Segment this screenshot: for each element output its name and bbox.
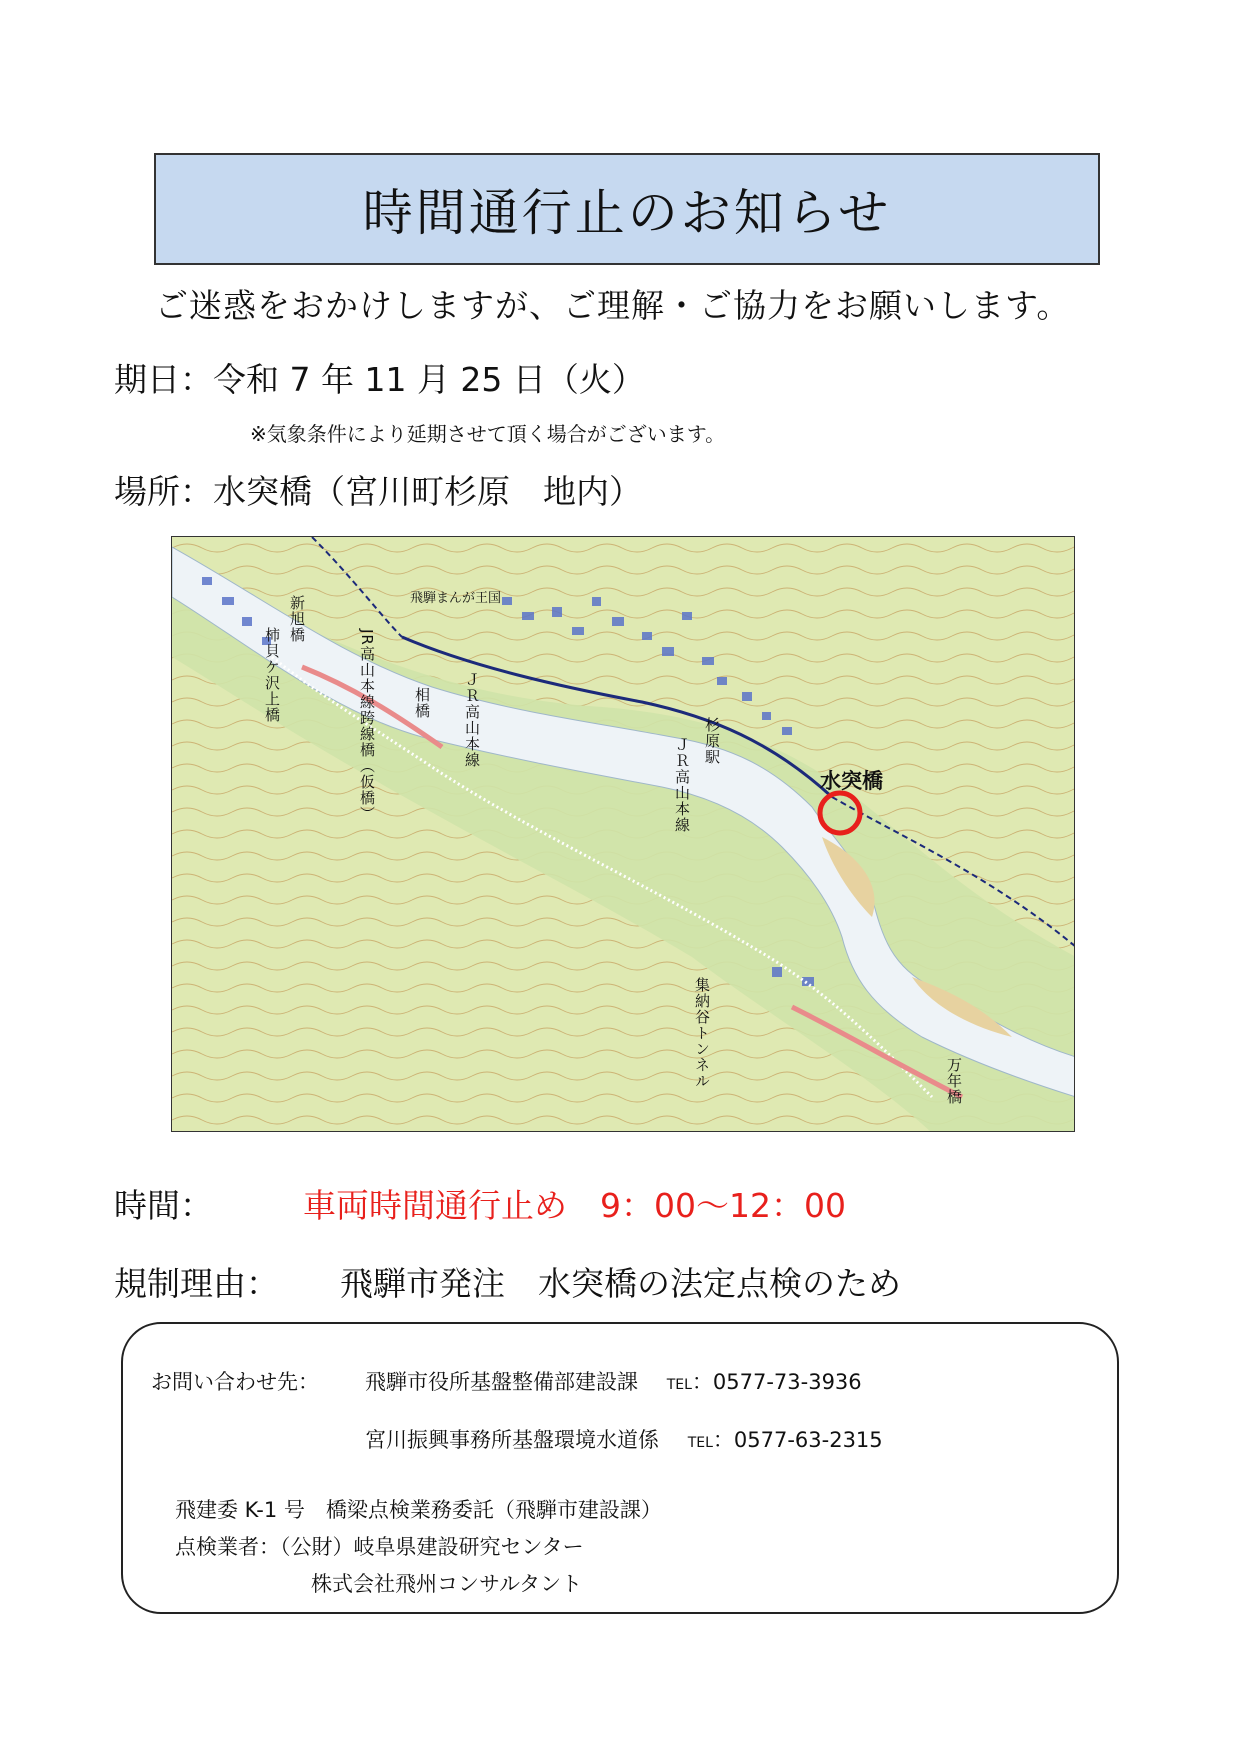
time-value: 車両時間通行止め 9：00～12：00 [303,1186,846,1225]
time-label: 時間： [114,1186,213,1225]
map-label-shinasahi: 新旭橋 [288,595,306,643]
tel-mark-1: TEL [666,1377,692,1393]
place-value: 水突橋（宮川町杉原 地内） [213,472,642,511]
contact-tel2: ：0577-63-2315 [712,1428,883,1452]
contact-org1-name: 飛騨市役所基盤整備部建設課 [365,1370,638,1394]
page-title: 時間通行止のお知らせ [362,184,892,242]
date-row [114,354,645,401]
date-label: 期日： [114,360,213,399]
contact-org1 [365,1366,862,1396]
map-label-jr-line2: ＪＲ高山本線 [673,737,691,833]
title-banner [154,153,1100,265]
contact-tel1: ：0577-73-3936 [691,1370,862,1394]
date-note: ※気象条件により延期させて頂く場合がございます。 [250,422,726,446]
contact-org2-name: 宮川振興事務所基盤環境水道係 [365,1428,659,1452]
contact-label: お問い合わせ先： [151,1370,319,1394]
place-row [114,466,642,513]
location-map [171,536,1075,1132]
map-label-jr-line1: ＪＲ高山本線 [463,672,481,768]
map-label-manga: 飛騨まんが王国 [410,591,502,606]
inspector-row [175,1531,584,1561]
map-label-hosohashi: 相橋 [413,687,431,719]
inspector-2: 株式会社飛州コンサルタント [311,1572,583,1596]
map-label-mizutsuki: 水突橋 [820,769,883,793]
map-label-kakizoe: 柿貝ケ沢上橋 [263,627,281,723]
map-label-mannen: 万年橋 [945,1057,963,1105]
time-row [114,1180,846,1227]
tel-mark-2: TEL [687,1435,713,1451]
contact-org2 [365,1424,883,1454]
reason-label: 規制理由： [114,1264,279,1303]
map-label-jr-bridge: JR高山本線跨線橋（仮橋） [358,629,376,822]
reason-row [114,1258,901,1305]
place-label: 場所： [114,472,213,511]
date-value: 令和 7 年 11 月 25 日（火） [213,360,645,399]
map-label-sugihara: 杉原駅 [703,717,721,765]
inspector-label: 点検業者： [175,1535,280,1559]
map-label-tunnel: 集納谷トンネル [693,977,711,1089]
apology-text: ご迷惑をおかけしますが、ご理解・ご協力をお願いします。 [155,286,1071,325]
inspector-1: （公財）岐阜県建設研究センター [280,1535,584,1559]
contract-text: 飛建委 K-1 号 橋梁点検業務委託（飛騨市建設課） [175,1498,662,1522]
contact-box [121,1322,1119,1614]
reason-value: 飛騨市発注 水突橋の法定点検のため [340,1264,901,1303]
